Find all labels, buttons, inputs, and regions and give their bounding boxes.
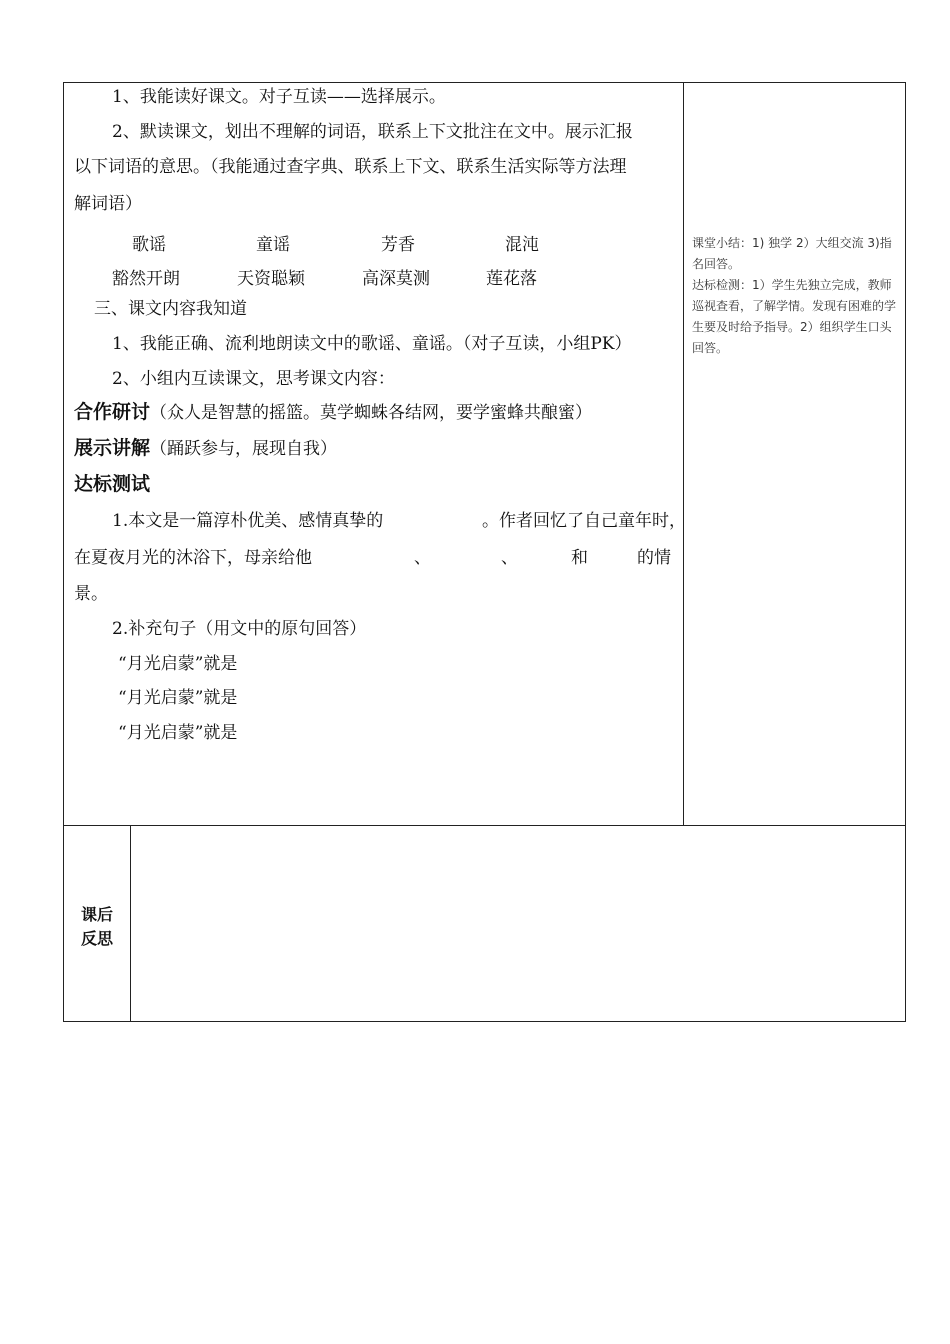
reflection-divider [130,825,131,1021]
row-divider [64,825,905,826]
cooperation-note: （众人是智慧的摇篮。莫学蜘蛛各结网，要学蜜蜂共酿蜜） [150,403,593,423]
assessment-note: 达标检测：1）学生先独立完成，教师巡视查看，了解学情。发现有困难的学生要及时给予指导。2）组织学生口头回答。 [692,278,897,355]
fill-line: “月光启蒙”就是 [118,723,238,743]
test-title: 达标测试 [74,473,151,495]
cooperation-title: 合作研讨 [74,401,151,423]
question-1-end: 的情 [637,548,671,568]
teacher-notes [692,233,900,359]
fill-line: “月光启蒙”就是 [118,688,238,708]
content-step-2: 2、小组内互读课文，思考课文内容： [112,369,395,389]
fill-line: “月光启蒙”就是 [118,654,238,674]
class-summary-note: 课堂小结：1) 独学 2）大组交流 3)指名回答。 [692,236,892,271]
vocab-word: 高深莫测 [362,269,430,289]
reflection-label-line1: 课后 [80,905,113,924]
vocab-word: 芳香 [381,235,415,255]
reflection-label-line2: 反思 [80,929,113,948]
vocab-word: 莲花落 [486,269,537,289]
question-1-sep: 、 [501,548,518,568]
reading-step-2-end: 解词语） [74,194,142,214]
question-1-line3: 景。 [74,584,108,604]
question-1-start: 1.本文是一篇淳朴优美、感情真挚的 [112,511,384,531]
presentation-title: 展示讲解 [74,437,151,459]
question-2: 2.补充句子（用文中的原句回答） [112,619,367,639]
reading-step-1: 1、我能读好课文。对子互读——选择展示。 [112,87,446,107]
question-1-sep: 、 [414,548,431,568]
content-step-1: 1、我能正确、流利地朗读文中的歌谣、童谣。（对子互读，小组PK） [112,334,632,354]
question-1-and: 和 [571,548,588,568]
vocab-word: 歌谣 [132,235,166,255]
vocab-word: 混沌 [505,235,539,255]
vocab-word: 童谣 [256,235,290,255]
reflection-label [64,903,130,951]
cooperation-row [74,402,592,423]
presentation-note: （踊跃参与，展现自我） [150,439,338,459]
reading-step-2-cont: 以下词语的意思。（我能通过查字典、联系上下文、联系生活实际等方法理 [74,157,627,177]
presentation-row [74,438,337,459]
vocab-word: 豁然开朗 [112,269,180,289]
section-3-heading: 三、课文内容我知道 [94,299,247,319]
reading-step-2: 2、默读课文，划出不理解的词语，联系上下文批注在文中。展示汇报 [112,122,633,142]
column-divider [683,83,684,825]
question-1-cont: 。作者回忆了自己童年时， [482,511,686,531]
vocab-word: 天资聪颖 [237,269,305,289]
question-1-line2: 在夏夜月光的沐浴下，母亲给他 [74,548,312,568]
lesson-table [63,82,906,1022]
